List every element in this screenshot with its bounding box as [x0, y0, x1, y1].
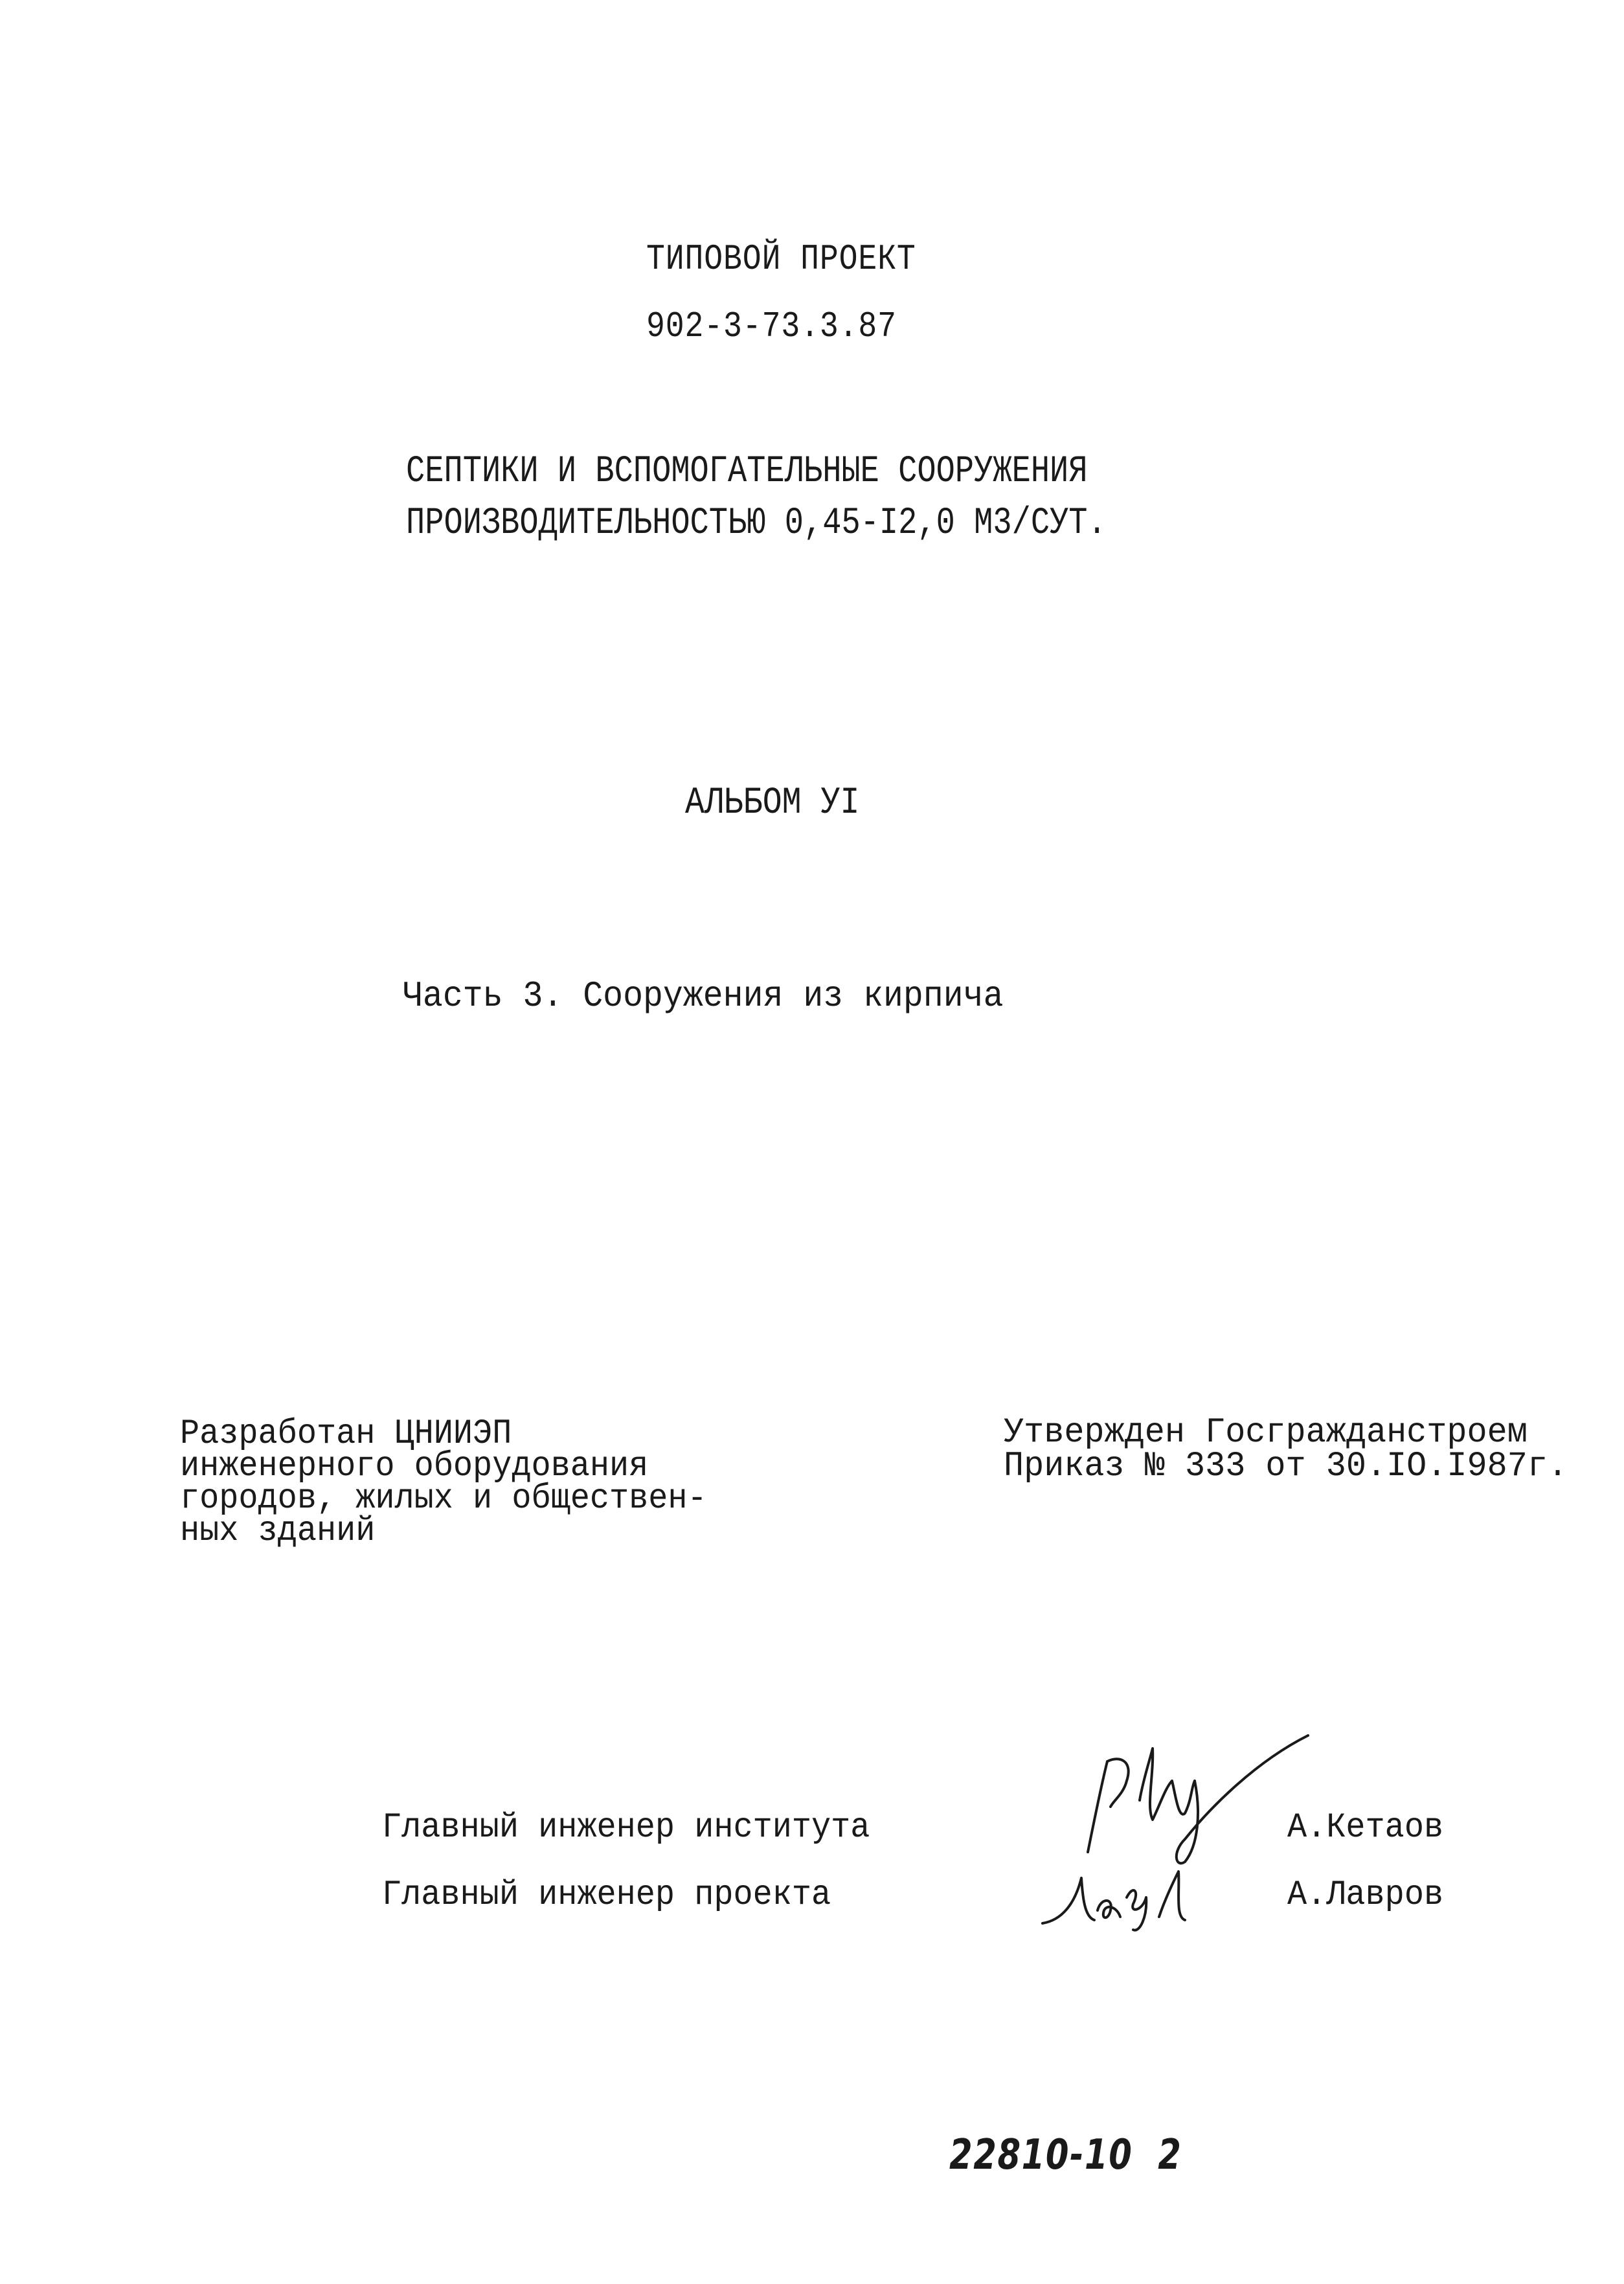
developer-line: Разработан ЦНИИЭП	[180, 1414, 512, 1454]
developer-line: ных зданий	[180, 1511, 376, 1551]
approval-line: Приказ № 333 от 30.IO.I987г.	[1004, 1447, 1568, 1486]
signatory-name: А.Лавров	[1287, 1875, 1444, 1915]
signature-ketaov	[1062, 1723, 1321, 1871]
signatory-name: А.Кетаов	[1287, 1808, 1444, 1848]
project-name-line-2: ПРОИЗВОДИТЕЛЬНОСТЬЮ 0,45-I2,0 М3/СУТ.	[406, 503, 1107, 545]
album-label: АЛЬБОМ УI	[685, 782, 860, 824]
document-type-label: ТИПОВОЙ ПРОЕКТ	[646, 238, 916, 280]
signatory-role: Главный инженер проекта	[382, 1875, 831, 1915]
approval-line: Утвержден Госгражданстроем	[1004, 1413, 1528, 1453]
part-label: Часть 3. Сооружения из кирпича	[403, 975, 1004, 1017]
developer-line: городов, жилых и обществен-	[180, 1479, 707, 1519]
project-name-line-1: СЕПТИКИ И ВСПОМОГАТЕЛЬНЫЕ СООРУЖЕНИЯ	[406, 451, 1088, 493]
project-number: 902-3-73.3.87	[646, 306, 897, 347]
signature-lavrov	[1036, 1859, 1230, 1936]
developer-line: инженерного оборудования	[180, 1447, 649, 1486]
archive-number: 22810-10 2	[949, 2131, 1182, 2179]
signatory-role: Главный инженер института	[382, 1808, 870, 1848]
